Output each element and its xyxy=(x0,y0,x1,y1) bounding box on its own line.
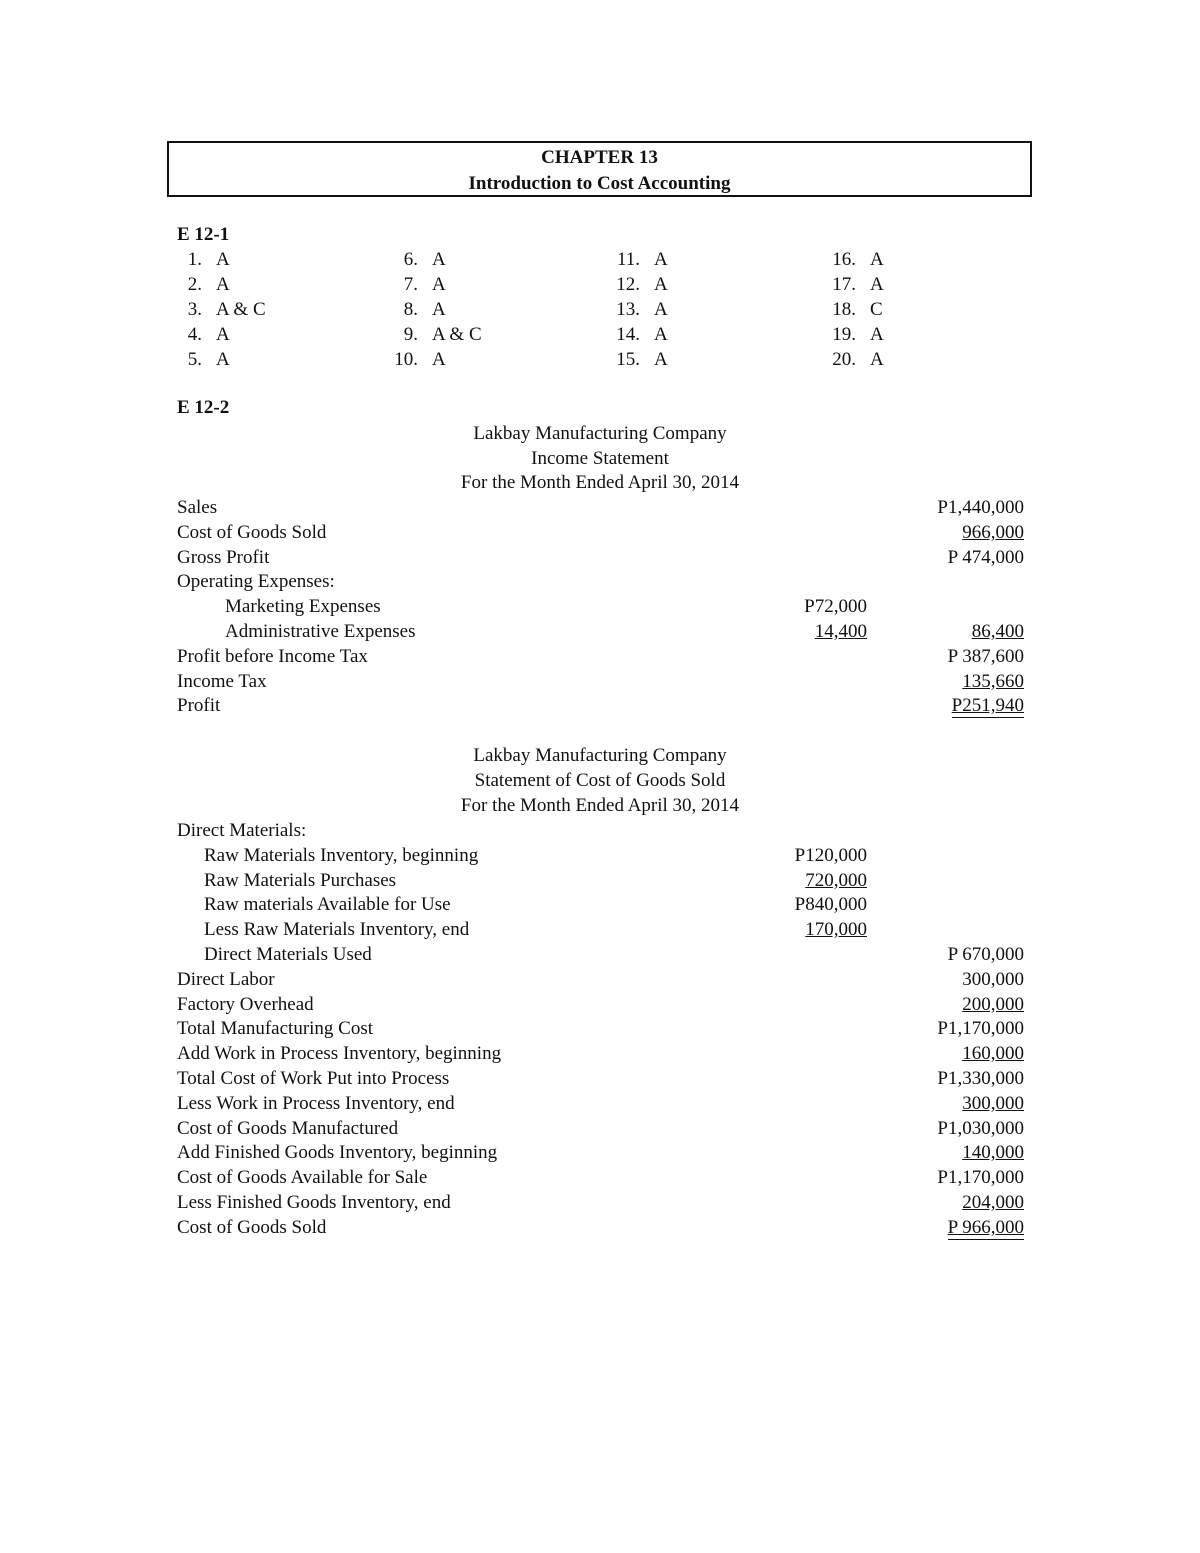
row-label: Direct Materials Used xyxy=(204,944,372,965)
answer-number: 9. xyxy=(403,324,418,345)
answer-number: 7. xyxy=(403,274,418,295)
answer-number: 14. xyxy=(616,324,640,345)
section-e12-1-title: E 12-1 xyxy=(177,224,230,245)
row-label: Marketing Expenses xyxy=(225,596,381,618)
statement-row xyxy=(0,1217,1200,1241)
row-label: Sales xyxy=(177,497,218,518)
answer-number: 15. xyxy=(616,349,640,370)
answer-letter: C xyxy=(870,299,883,320)
answer-letter: A xyxy=(216,349,230,370)
row-amount-col1: P72,000 xyxy=(804,596,867,618)
answer-item xyxy=(390,349,446,371)
answer-item xyxy=(826,274,884,296)
answer-item xyxy=(610,274,668,296)
answer-item xyxy=(390,249,446,271)
row-amount-col2: 966,000 xyxy=(962,521,1024,543)
row-amount-col1: P120,000 xyxy=(794,844,867,866)
row-amount-col1: 14,400 xyxy=(814,621,867,642)
row-amount-col2: P 670,000 xyxy=(947,944,1024,965)
answer-number: 1. xyxy=(187,249,202,270)
chapter-subtitle: Introduction to Cost Accounting xyxy=(468,173,731,194)
answer-item xyxy=(826,324,884,346)
answer-number: 2. xyxy=(187,274,202,295)
answer-letter: A xyxy=(432,249,446,270)
statement-row xyxy=(0,646,1200,670)
answer-letter: A xyxy=(654,299,668,320)
answer-item xyxy=(390,274,446,296)
answer-item xyxy=(390,299,446,321)
answer-letter: A xyxy=(654,249,668,270)
answer-letter: A xyxy=(432,349,446,370)
row-amount-col2: 135,660 xyxy=(962,670,1024,692)
row-label: Gross Profit xyxy=(177,546,270,568)
statement-row xyxy=(0,994,1200,1018)
row-label: Income Tax xyxy=(177,670,267,692)
row-amount-col2: P 966,000 xyxy=(947,1216,1024,1238)
answer-item xyxy=(826,249,884,271)
statement-row xyxy=(0,671,1200,695)
answer-letter: A & C xyxy=(432,324,482,345)
statement-row xyxy=(0,1018,1200,1042)
statement-row xyxy=(0,1043,1200,1067)
row-label: Profit xyxy=(177,695,221,717)
statement-row xyxy=(0,1093,1200,1117)
row-amount-col2: 140,000 xyxy=(962,1142,1024,1164)
answer-letter: A xyxy=(870,349,884,370)
row-label: Direct Labor xyxy=(177,968,275,990)
answer-number: 4. xyxy=(187,324,202,345)
answer-number: 3. xyxy=(187,299,202,320)
answer-letter: A xyxy=(870,324,884,345)
answer-item xyxy=(610,349,668,371)
statement-row xyxy=(0,497,1200,521)
answer-number: 16. xyxy=(832,249,856,270)
answer-item xyxy=(178,324,230,346)
row-label: Profit before Income Tax xyxy=(177,645,368,667)
row-amount-col2: 300,000 xyxy=(962,968,1024,990)
answer-letter: A xyxy=(870,249,884,270)
statement-row xyxy=(0,1118,1200,1142)
answer-item xyxy=(390,324,482,346)
cogs-statement-title: Statement of Cost of Goods Sold xyxy=(474,770,726,791)
statement-row xyxy=(0,1068,1200,1092)
statement-row xyxy=(0,919,1200,943)
chapter-title-box xyxy=(167,141,1032,197)
row-amount-col2: P1,170,000 xyxy=(937,1167,1024,1189)
row-amount-col2: 300,000 xyxy=(962,1092,1024,1114)
answer-number: 13. xyxy=(616,299,640,320)
row-amount-col2: 200,000 xyxy=(962,993,1024,1015)
statement-row xyxy=(0,1167,1200,1191)
answer-letter: A xyxy=(216,274,230,295)
answer-letter: A xyxy=(870,274,884,295)
row-label: Raw Materials Purchases xyxy=(204,869,397,891)
row-amount-col1: 170,000 xyxy=(805,919,867,941)
answer-letter: A xyxy=(216,324,230,345)
answer-item xyxy=(610,299,668,321)
answer-letter: A & C xyxy=(216,299,266,320)
answer-item xyxy=(178,299,266,321)
answer-item xyxy=(826,299,883,321)
answer-item xyxy=(178,349,230,371)
row-amount-col2: 160,000 xyxy=(962,1043,1024,1065)
statement-row xyxy=(0,1192,1200,1216)
row-label: Add Work in Process Inventory, beginning xyxy=(177,1043,502,1065)
answer-item xyxy=(178,249,230,271)
statement-row xyxy=(0,547,1200,571)
row-label: Less Raw Materials Inventory, end xyxy=(204,919,470,941)
answer-letter: A xyxy=(216,249,230,270)
answer-number: 5. xyxy=(187,349,202,370)
answer-number: 20. xyxy=(832,349,856,370)
row-label: Total Cost of Work Put into Process xyxy=(177,1068,450,1089)
statement-row xyxy=(0,571,1200,595)
answer-number: 6. xyxy=(403,249,418,270)
statement-row xyxy=(0,944,1200,968)
income-company-name: Lakbay Manufacturing Company xyxy=(473,423,727,444)
answer-number: 18. xyxy=(832,299,856,320)
answer-letter: A xyxy=(654,349,668,370)
row-amount-col2: P 474,000 xyxy=(947,546,1024,568)
answer-letter: A xyxy=(654,274,668,295)
row-label: Operating Expenses: xyxy=(177,571,335,593)
row-amount-col2: P251,940 xyxy=(951,695,1024,717)
answer-letter: A xyxy=(432,274,446,295)
answer-letter: A xyxy=(432,299,446,320)
statement-row xyxy=(0,1142,1200,1166)
row-amount-col1: P840,000 xyxy=(794,894,867,916)
row-label: Raw Materials Inventory, beginning xyxy=(204,844,479,866)
answer-number: 11. xyxy=(616,249,640,270)
row-label: Administrative Expenses xyxy=(225,621,416,642)
row-amount-col2: P1,440,000 xyxy=(937,497,1024,518)
answer-number: 10. xyxy=(394,349,418,370)
row-amount-col2: 204,000 xyxy=(962,1192,1024,1213)
row-label: Total Manufacturing Cost xyxy=(177,1018,374,1040)
answer-number: 12. xyxy=(616,274,640,295)
row-label: Add Finished Goods Inventory, beginning xyxy=(177,1142,498,1164)
statement-row xyxy=(0,870,1200,894)
section-e12-2-title: E 12-2 xyxy=(177,397,230,418)
cogs-period: For the Month Ended April 30, 2014 xyxy=(460,795,740,816)
row-amount-col2: 86,400 xyxy=(971,621,1024,642)
statement-row xyxy=(0,845,1200,869)
row-label: Cost of Goods Sold xyxy=(177,1216,327,1238)
answer-number: 17. xyxy=(832,274,856,295)
cogs-company-name: Lakbay Manufacturing Company xyxy=(473,745,727,766)
row-amount-col2: P 387,600 xyxy=(947,645,1024,667)
statement-row xyxy=(0,695,1200,719)
statement-row xyxy=(0,621,1200,645)
row-amount-col2: P1,330,000 xyxy=(937,1068,1024,1089)
answer-number: 8. xyxy=(403,299,418,320)
row-amount-col2: P1,030,000 xyxy=(937,1117,1024,1139)
answer-item xyxy=(610,249,668,271)
answer-item xyxy=(826,349,884,371)
statement-row xyxy=(0,894,1200,918)
answer-letter: A xyxy=(654,324,668,345)
answer-item xyxy=(610,324,668,346)
row-label: Less Finished Goods Inventory, end xyxy=(177,1192,451,1213)
income-statement-title: Income Statement xyxy=(531,448,669,469)
row-label: Direct Materials: xyxy=(177,820,307,841)
row-label: Cost of Goods Sold xyxy=(177,521,327,543)
row-amount-col1: 720,000 xyxy=(805,869,867,891)
statement-row xyxy=(0,596,1200,620)
row-label: Less Work in Process Inventory, end xyxy=(177,1092,455,1114)
row-amount-col2: P1,170,000 xyxy=(937,1018,1024,1040)
row-label: Cost of Goods Manufactured xyxy=(177,1117,399,1139)
statement-row xyxy=(0,522,1200,546)
statement-row xyxy=(0,969,1200,993)
answer-item xyxy=(178,274,230,296)
row-label: Factory Overhead xyxy=(177,993,314,1015)
income-period: For the Month Ended April 30, 2014 xyxy=(460,472,740,493)
answer-number: 19. xyxy=(832,324,856,345)
chapter-heading: CHAPTER 13 xyxy=(541,147,658,168)
row-label: Raw materials Available for Use xyxy=(204,894,451,916)
row-label: Cost of Goods Available for Sale xyxy=(177,1167,428,1189)
statement-row xyxy=(0,820,1200,844)
